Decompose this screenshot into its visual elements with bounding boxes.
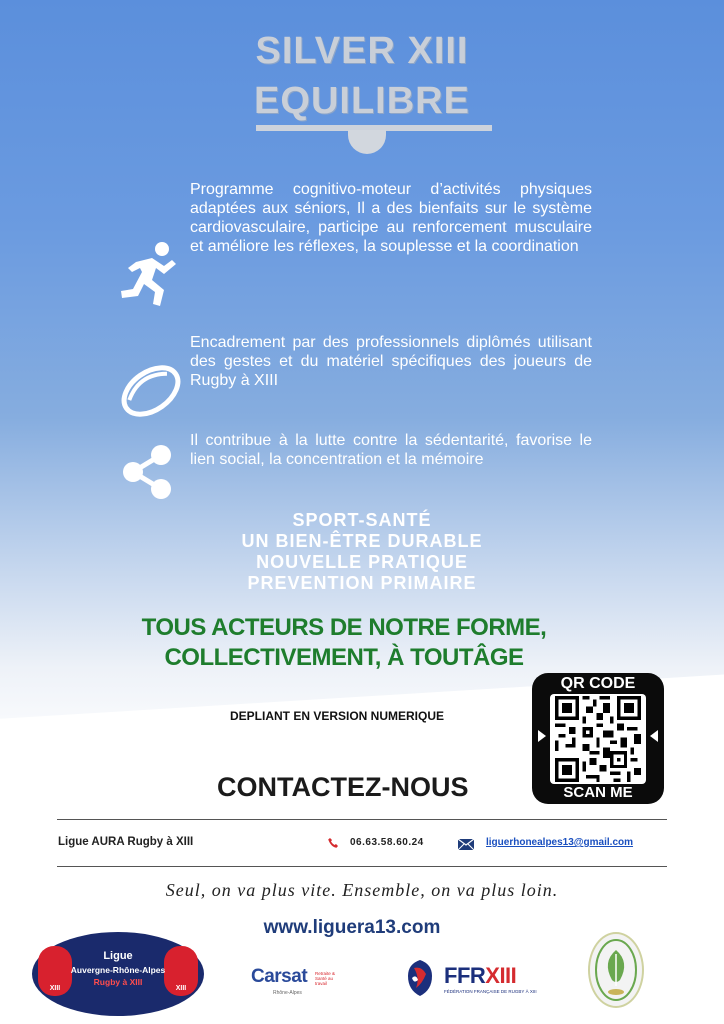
program-description: Programme cognitivo-moteur d’activités physiques adaptées aux séniors, Il a des bienfaits sur le système cardiovasculaire, participe au renforcement musculaire et améliore les réflexes, la souplesse et la coordination — [190, 181, 592, 255]
ffr-wordmark: FFRXIII — [444, 963, 517, 988]
carsat-region: Rhône-Alpes — [273, 990, 302, 996]
ligue-aura-logo — [32, 932, 204, 1016]
supervision-description: Encadrement par des professionnels diplômés utilisant des gestes et du matériel spécifiques des joueurs de Rugby à XIII — [190, 334, 592, 389]
qr-top-label: QR CODE — [560, 675, 636, 692]
green-motto-line-2: COLLECTIVEMENT, À TOUTÂGE — [164, 644, 524, 671]
title-line-1: SILVER XIII — [255, 30, 469, 72]
ligue-logo-line-2: Auvergne-Rhône-Alpes — [70, 965, 166, 975]
qr-bottom-label: SCAN ME — [563, 784, 633, 801]
share-icon — [120, 444, 174, 500]
ligue-logo-line-1: Ligue — [103, 950, 133, 962]
email-link[interactable]: liguerhonealpes13@gmail.com — [486, 837, 634, 848]
green-motto-line-1: TOUS ACTEURS DE NOTRE FORME, — [141, 614, 547, 641]
title-line-2: EQUILIBRE — [254, 80, 470, 122]
mail-icon — [458, 839, 474, 850]
divider — [57, 819, 667, 820]
carsat-name: Carsat — [251, 966, 308, 987]
phone-icon — [328, 838, 338, 848]
runner-icon — [118, 240, 182, 312]
phone-number[interactable]: 06.63.58.60.24 — [350, 837, 424, 848]
website-link[interactable]: www.liguera13.com — [263, 917, 441, 938]
digital-leaflet-label: DEPLIANT EN VERSION NUMERIQUE — [230, 709, 445, 723]
slogan-line: SPORT-SANTÉ — [292, 510, 432, 530]
ligue-badge-right: XIII — [164, 946, 198, 996]
qr-arrow-left-icon — [538, 730, 546, 742]
carsat-tagline: Retraite & Santé au travail — [315, 971, 336, 986]
qr-arrow-right-icon — [650, 730, 658, 742]
ffr-xiii-logo — [402, 958, 537, 1002]
ligue-logo-line-3: Rugby à XIII — [93, 977, 143, 987]
qr-code-frame — [550, 694, 646, 784]
silver-leaf-icon — [590, 934, 642, 1006]
divider — [57, 866, 667, 867]
slogan-line: UN BIEN-ÊTRE DURABLE — [241, 531, 483, 551]
contact-heading: CONTACTEZ-NOUS — [217, 772, 469, 802]
ligue-badge-left: XIII — [38, 946, 72, 996]
qr-code-panel[interactable] — [532, 673, 664, 804]
motto: Seul, on va plus vite. Ensemble, on va plus loin. — [165, 880, 559, 900]
organisation-name: Ligue AURA Rugby à XIII — [58, 836, 194, 848]
carsat-logo — [251, 966, 336, 996]
rugby-ball-icon — [118, 360, 184, 422]
silver-xiii-logo — [588, 932, 644, 1008]
slogan-line: NOUVELLE PRATIQUE — [256, 552, 468, 572]
qr-code-icon[interactable] — [554, 696, 642, 782]
benefits-description: Il contribue à la lutte contre la sédentarité, favorise le lien social, la concentration et la mémoire — [190, 432, 592, 468]
ffr-tagline: FÉDÉRATION FRANÇAISE DE RUGBY À XIII — [444, 989, 537, 994]
rooster-icon — [402, 958, 438, 998]
slogan-line: PREVENTION PRIMAIRE — [247, 573, 477, 593]
